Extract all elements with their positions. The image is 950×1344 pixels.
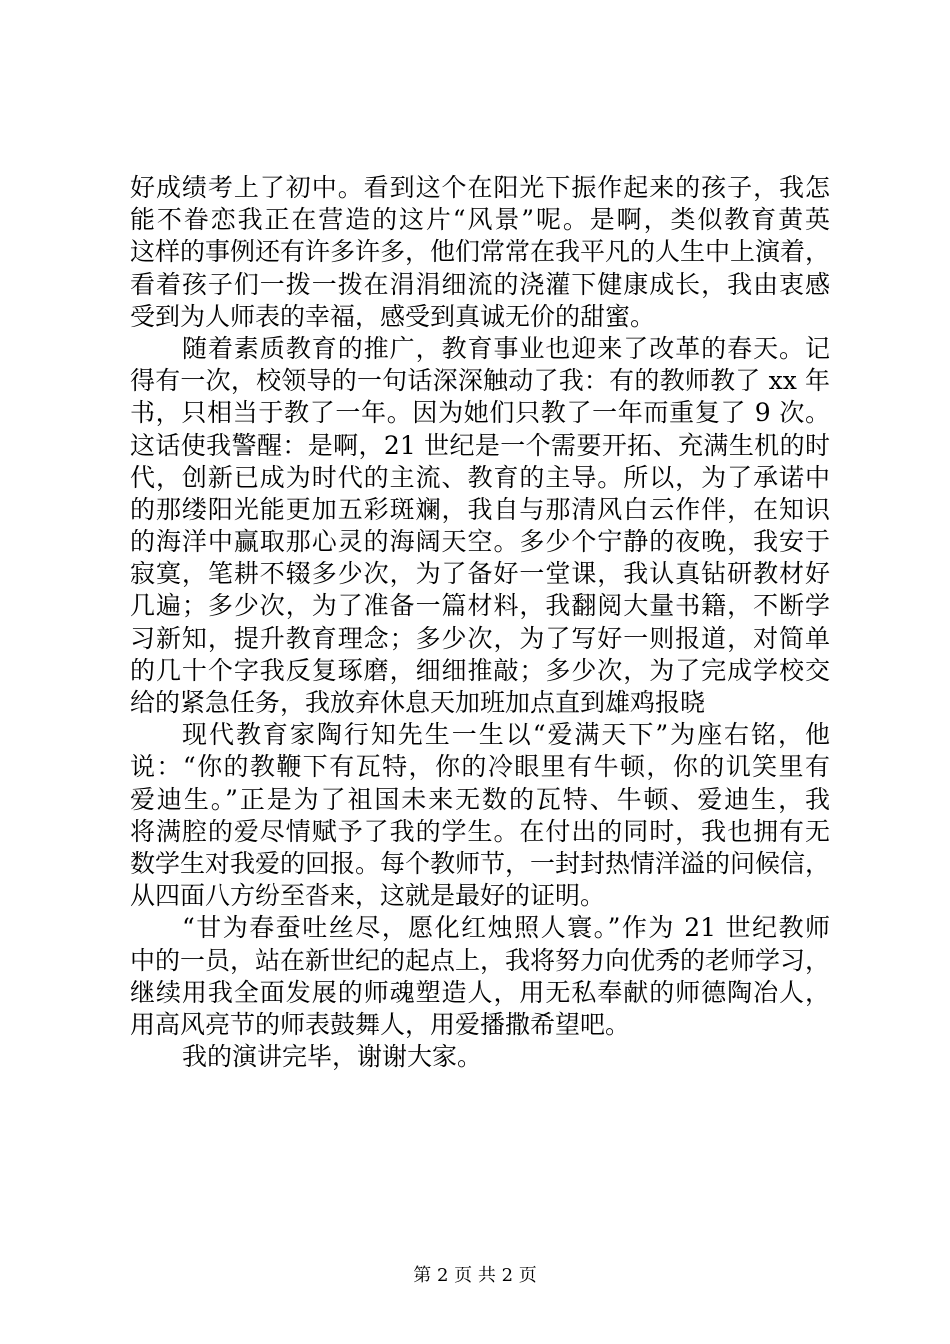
text-line: 看着孩子们一拨一拨在涓涓细流的浇灌下健康成长，我由衷感 — [130, 269, 830, 299]
text-line: 习新知，提升教育理念；多少次，为了写好一则报道，对简单 — [130, 623, 830, 653]
text-line: 随着素质教育的推广，教育事业也迎来了改革的春天。记 — [182, 333, 830, 363]
text-line: 能不眷恋我正在营造的这片“风景”呢。是啊，类似教育黄英 — [130, 205, 830, 235]
text-line: 我的演讲完毕，谢谢大家。 — [182, 1042, 483, 1072]
text-line: 代，创新已成为时代的主流、教育的主导。所以，为了承诺中 — [130, 462, 830, 492]
text-line: “甘为春蚕吐丝尽，愿化红烛照人寰。”作为 21 世纪教师 — [182, 913, 830, 943]
text-line: 这话使我警醒：是啊，21 世纪是一个需要开拓、充满生机的时 — [130, 430, 830, 460]
text-line: 用高风亮节的师表鼓舞人，用爱播撒希望吧。 — [130, 1009, 631, 1039]
text-line: 爱迪生。”正是为了祖国未来无数的瓦特、牛顿、爱迪生，我 — [130, 784, 830, 814]
document-body — [130, 172, 830, 1073]
page-number-footer: 第 2 页 共 2 页 — [413, 1265, 537, 1286]
text-line: 的几十个字我反复琢磨，细细推敲；多少次，为了完成学校交 — [130, 655, 830, 685]
text-line: 中的一员，站在新世纪的起点上，我将努力向优秀的老师学习， — [130, 945, 830, 975]
text-line: 几遍；多少次，为了准备一篇材料，我翻阅大量书籍，不断学 — [130, 591, 830, 621]
text-line: 书，只相当于教了一年。因为她们只教了一年而重复了 9 次。 — [130, 398, 830, 428]
text-line: 受到为人师表的幸福，感受到真诚无价的甜蜜。 — [130, 301, 656, 331]
text-line: 好成绩考上了初中。看到这个在阳光下振作起来的孩子，我怎 — [130, 173, 830, 202]
text-line: 的海洋中赢取那心灵的海阔天空。多少个宁静的夜晚，我安于 — [130, 527, 830, 557]
text-line: 数学生对我爱的回报。每个教师节，一封封热情洋溢的问候信， — [130, 848, 830, 878]
text-line: 将满腔的爱尽情赋予了我的学生。在付出的同时，我也拥有无 — [130, 816, 830, 846]
text-line: 从四面八方纷至沓来，这就是最好的证明。 — [130, 881, 606, 911]
text-line: 现代教育家陶行知先生一生以“爱满天下”为座右铭，他 — [182, 720, 830, 750]
text-line: 这样的事例还有许多许多，他们常常在我平凡的人生中上演着， — [130, 237, 830, 267]
text-line: 给的紧急任务，我放弃休息天加班加点直到雄鸡报晓 — [130, 688, 706, 717]
text-line: 的那缕阳光能更加五彩斑斓，我自与那清风白云作伴，在知识 — [130, 494, 830, 524]
text-line: 继续用我全面发展的师魂塑造人，用无私奉献的师德陶冶人， — [130, 977, 830, 1007]
text-line: 得有一次，校领导的一句话深深触动了我：有的教师教了 xx 年 — [130, 366, 830, 396]
text-line: 寂寞，笔耕不辍多少次，为了备好一堂课，我认真钻研教材好 — [130, 559, 830, 589]
text-line: 说：“你的教鞭下有瓦特，你的冷眼里有牛顿，你的讥笑里有 — [130, 752, 830, 782]
